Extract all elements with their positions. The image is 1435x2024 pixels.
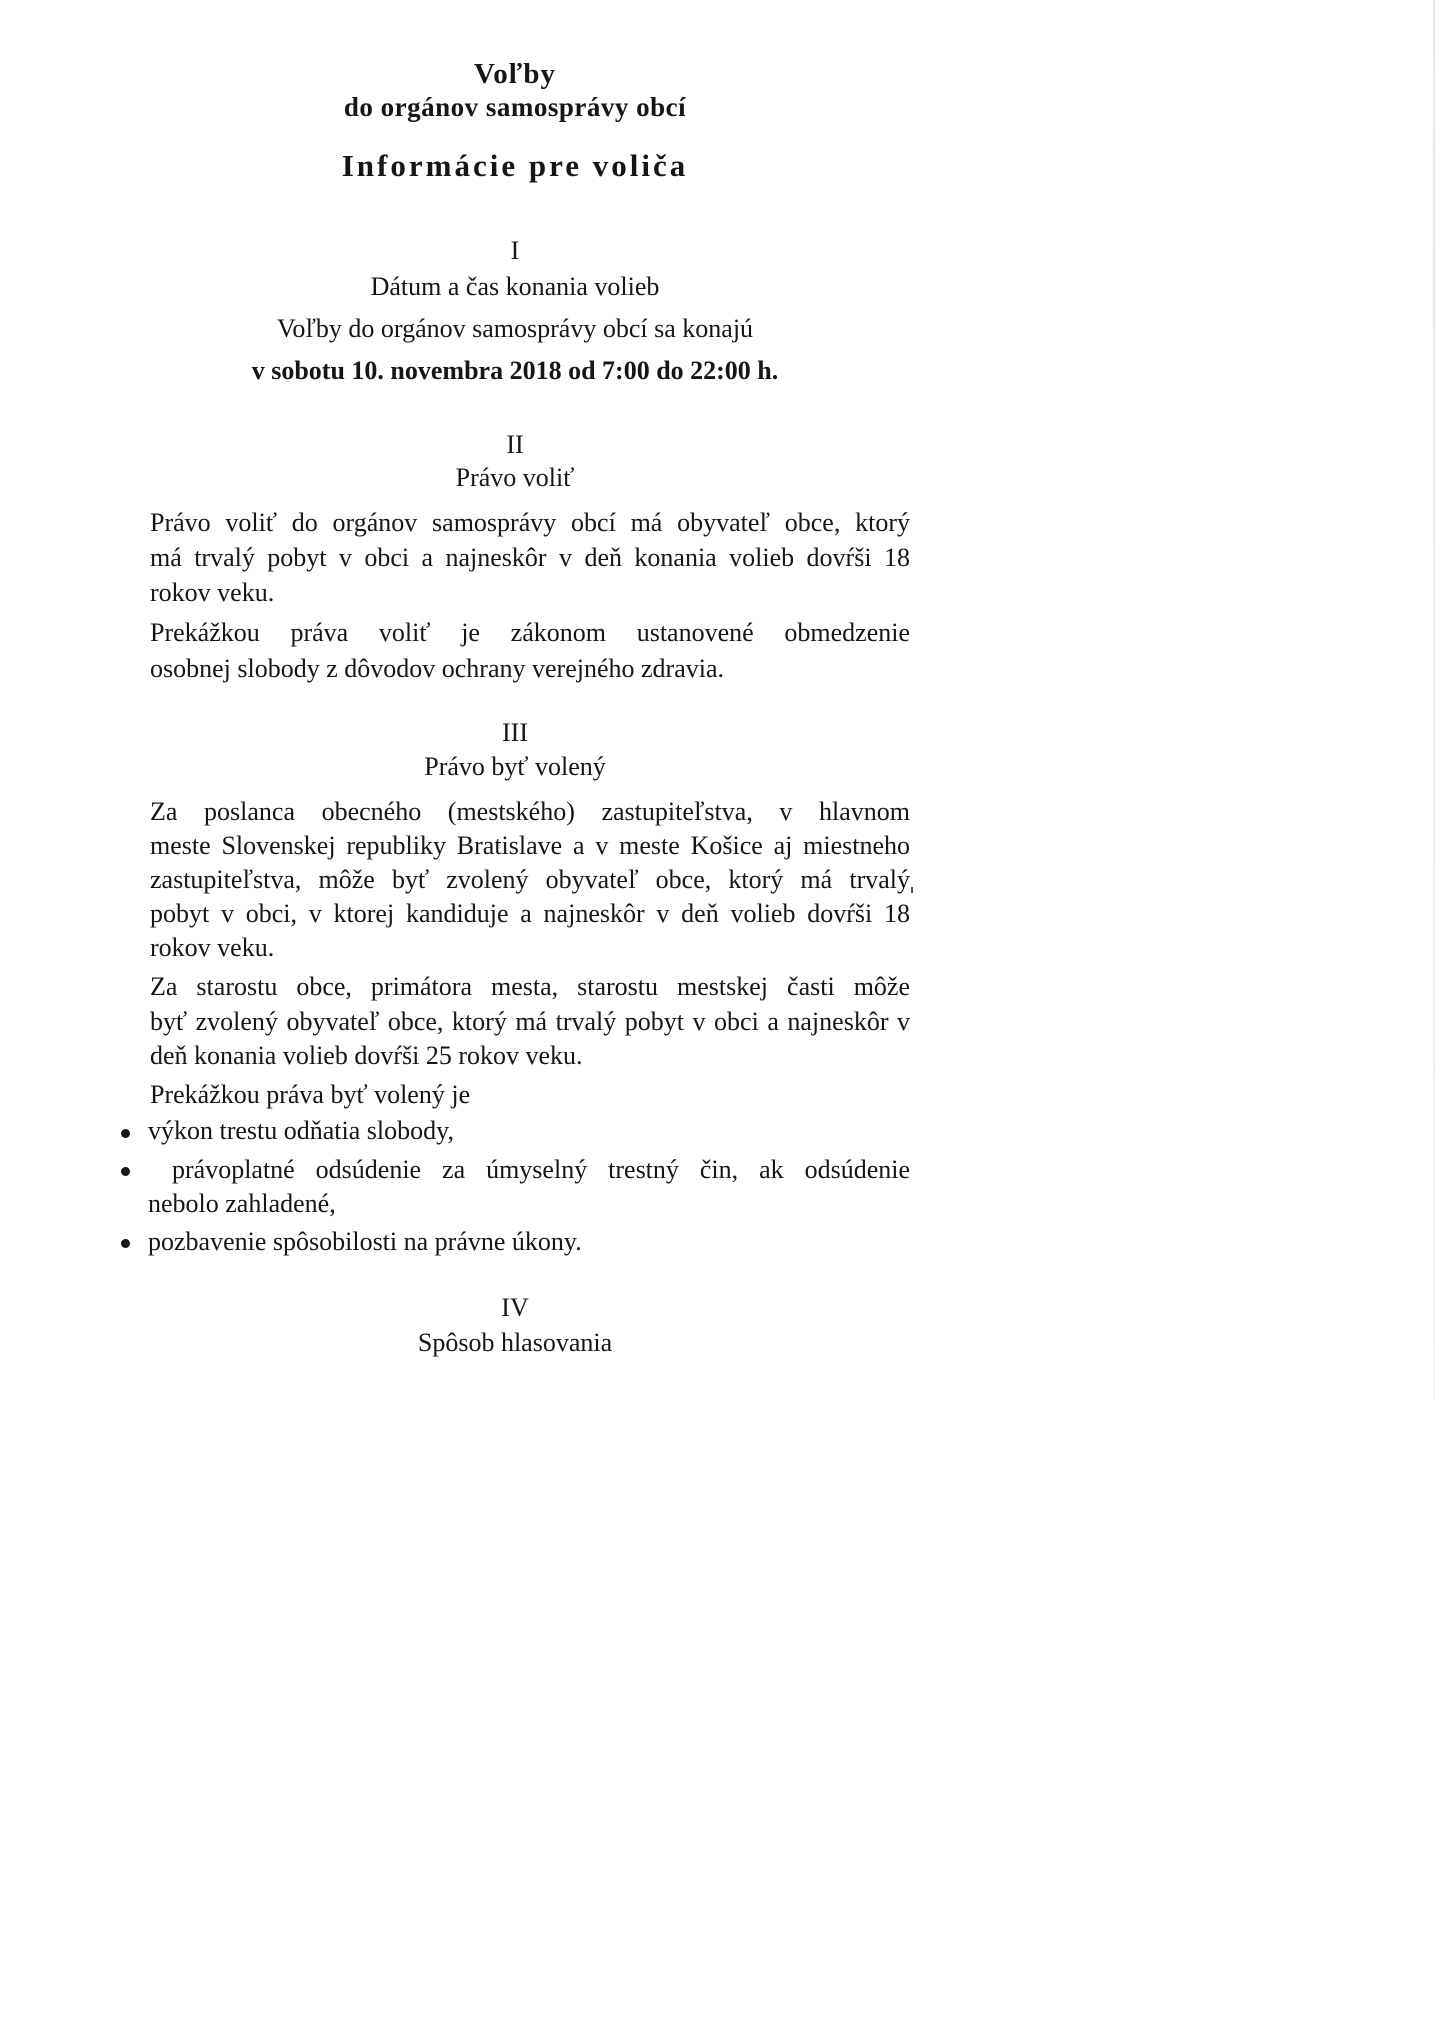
section-1-number: I [510, 236, 520, 265]
bullet-item-3: pozbavenie spôsobilosti na právne úkony. [148, 1227, 582, 1256]
scan-speck [911, 887, 913, 893]
section-3-paragraph-1-line: pobyt v obci, v ktorej kandiduje a najneskôr v deň volieb dovŕši 18 [150, 899, 910, 928]
header-line-2: do orgánov samosprávy obcí [343, 92, 687, 122]
bullet-dot [121, 1129, 130, 1138]
bullet-dot [121, 1239, 130, 1248]
section-3-paragraph-1-line: zastupiteľstva, môže byť zvolený obyvateľ obce, ktorý má trvalý [150, 865, 910, 894]
section-3-paragraph-1-line: rokov veku. [150, 933, 275, 962]
bullet-item-2-continuation: nebolo zahladené, [148, 1189, 336, 1218]
section-2-paragraph-1-line: má trvalý pobyt v obci a najneskôr v deň konania volieb dovŕši 18 [150, 543, 910, 572]
section-1-title: Dátum a čas konania volieb [370, 272, 660, 301]
bullet-dot [121, 1167, 130, 1176]
section-3-title: Právo byť volený [424, 752, 606, 781]
section-3-paragraph-2-line: Za starostu obce, primátora mesta, starostu mestskej časti môže [150, 972, 910, 1001]
section-2-paragraph-2-line: Prekážkou práva voliť je zákonom ustanovené obmedzenie [150, 618, 910, 647]
section-3-paragraph-1-line: Za poslanca obecného (mestského) zastupiteľstva, v hlavnom [150, 797, 910, 826]
section-4-title: Spôsob hlasovania [417, 1328, 613, 1357]
section-3-paragraph-1-line: meste Slovenskej republiky Bratislave a v meste Košice aj miestneho [150, 831, 910, 860]
bullet-item-2: právoplatné odsúdenie za úmyselný trestný čin, ak odsúdenie [172, 1155, 910, 1184]
bullet-item-1: výkon trestu odňatia slobody, [148, 1116, 454, 1145]
header-line-1: Voľby [473, 58, 556, 90]
section-3-paragraph-2-line: deň konania volieb dovŕši 25 rokov veku. [150, 1041, 583, 1070]
section-2-paragraph-2-line: osobnej slobody z dôvodov ochrany verejného zdravia. [150, 654, 725, 683]
section-2-title: Právo voliť [455, 463, 575, 492]
section-2-paragraph-1-line: rokov veku. [150, 578, 275, 607]
section-2-number: II [506, 430, 524, 459]
section-3-paragraph-2-line: byť zvolený obyvateľ obce, ktorý má trvalý pobyt v obci a najneskôr v [150, 1007, 910, 1036]
section-1-date: v sobotu 10. novembra 2018 od 7:00 do 22:00 h. [251, 356, 779, 385]
section-3-paragraph-3: Prekážkou práva byť volený je [150, 1080, 471, 1109]
section-2-paragraph-1-line: Právo voliť do orgánov samosprávy obcí má obyvateľ obce, ktorý [150, 508, 910, 537]
section-3-number: III [502, 718, 528, 747]
section-1-intro: Voľby do orgánov samosprávy obcí sa konajú [276, 314, 754, 343]
section-4-number: IV [501, 1293, 529, 1322]
document-title: Informácie pre voliča [341, 148, 689, 183]
